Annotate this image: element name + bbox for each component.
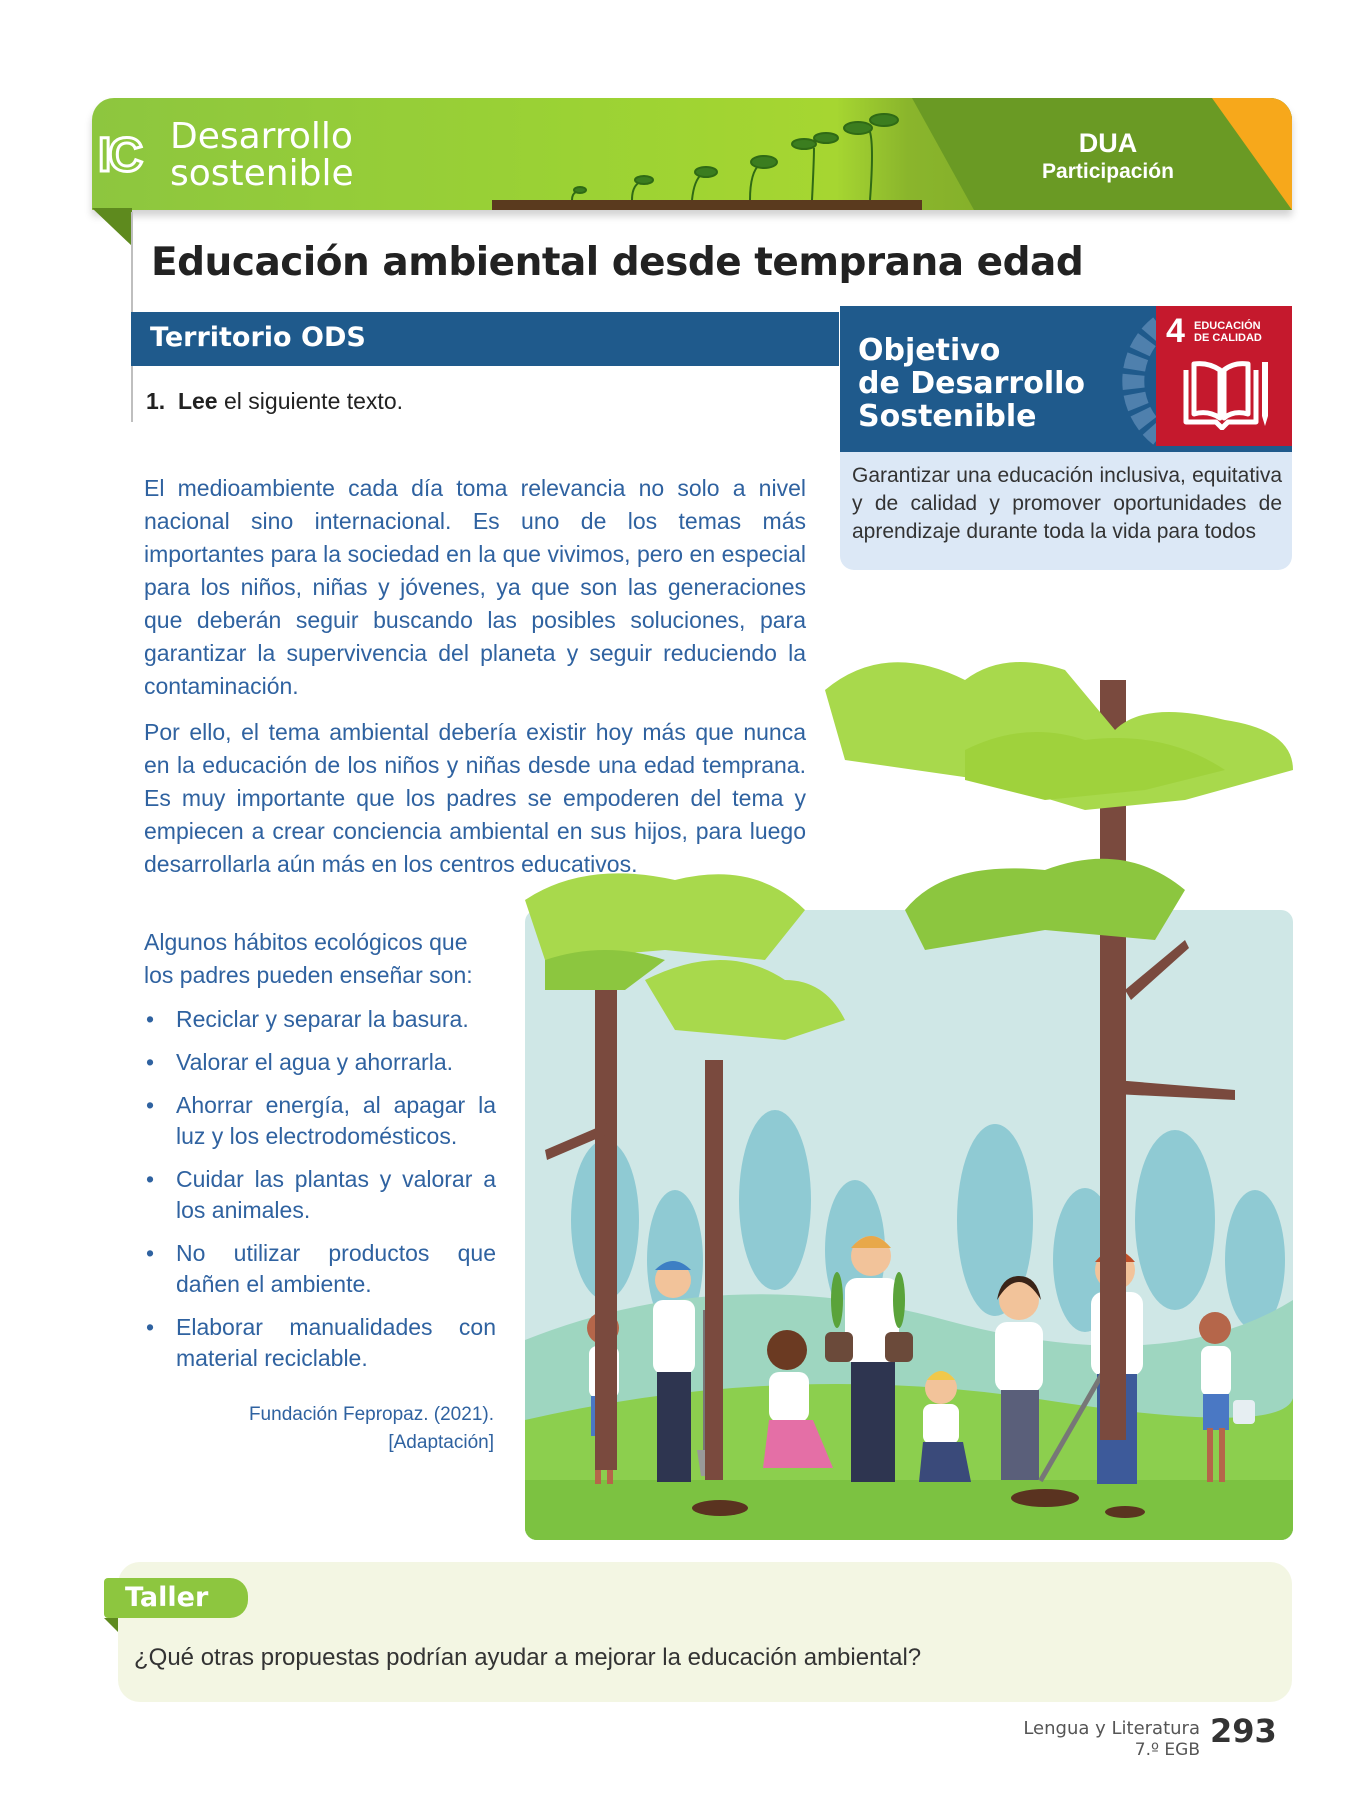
- page-number: 293: [1210, 1712, 1277, 1750]
- banner-title-line2: sostenible: [170, 153, 354, 194]
- paragraph-1: El medioambiente cada día toma relevancia no solo a nivel nacional sino internacional. Es uno de los temas más importantes para la sociedad en la que vivimos, pero en especial para los niños, niñas y jóvenes, ya que son las generaciones que deberán seguir buscando las posibles soluciones, para garantizar la supervivencia del planeta y seguir reduciendo la contaminación.: [144, 475, 806, 699]
- ods-heading-line2: de Desarrollo: [858, 366, 1085, 401]
- seedlings-icon: [492, 108, 922, 210]
- book-pencil-icon: [1180, 356, 1272, 430]
- instruction-rest: el siguiente texto.: [217, 388, 404, 414]
- sdg-badge-text-line1: EDUCACIÓN: [1194, 320, 1261, 332]
- habits-list: [144, 1004, 496, 1386]
- footer-subject: Lengua y Literatura: [1023, 1718, 1200, 1739]
- people-planting-trees-illustration: [525, 660, 1293, 1540]
- sdg-badge-text: [1194, 320, 1262, 344]
- list-item: • Reciclar y separar la basura.: [144, 1004, 496, 1035]
- ods-heading-line3: Sostenible: [858, 399, 1037, 434]
- source-citation: Fundación Fepropaz. (2021).: [248, 1404, 494, 1425]
- taller-label: Taller: [125, 1582, 209, 1613]
- dua-title: DUA: [1078, 128, 1138, 158]
- page-title: Educación ambiental desde temprana edad: [151, 240, 1084, 285]
- list-item: • No utilizar productos que dañen el ambiente.: [144, 1238, 496, 1300]
- sdg-badge-number: 4: [1166, 312, 1185, 350]
- banner-fold: [92, 208, 132, 246]
- paragraph-3: Algunos hábitos ecológicos que los padres pueden enseñar son:: [144, 929, 473, 988]
- ods-description: Garantizar una educación inclusiva, equitativa y de calidad y promover oportunidades de aprendizaje durante toda la vida para todos: [852, 464, 1282, 543]
- taller-question: ¿Qué otras propuestas podrían ayudar a mejorar la educación ambiental?: [134, 1644, 922, 1671]
- list-item: • Ahorrar energía, al apagar la luz y los electrodomésticos.: [144, 1090, 496, 1152]
- footer-grade: 7.º EGB: [1134, 1740, 1200, 1760]
- ods-heading: [858, 334, 1098, 433]
- ods-heading-line1: Objetivo: [858, 333, 1001, 368]
- banner-title: [170, 118, 354, 192]
- taller-box: [118, 1562, 1292, 1702]
- list-item: • Cuidar las plantas y valorar a los animales.: [144, 1164, 496, 1226]
- instruction: [146, 388, 403, 415]
- instruction-verb: Lee: [177, 388, 218, 414]
- section-bar-label: Territorio ODS: [150, 322, 366, 353]
- taller-tab-fold: [104, 1618, 118, 1632]
- sdg-badge-text-line2: DE CALIDAD: [1194, 332, 1262, 344]
- list-item: • Elaborar manualidades con material reciclable.: [144, 1312, 496, 1374]
- list-item: • Valorar el agua y ahorrarla.: [144, 1047, 496, 1078]
- dua-subtitle: Participación: [1042, 160, 1174, 183]
- banner-title-line1: Desarrollo: [170, 116, 353, 157]
- source-adaptation: [Adaptación]: [388, 1432, 494, 1453]
- ic-logo: IC: [98, 129, 140, 182]
- instruction-number: 1.: [146, 388, 166, 414]
- paragraph-2: Por ello, el tema ambiental debería existir hoy más que nunca en la educación de los niños y niñas desde una edad temprana. Es muy importante que los padres se empoderen del tema y empiecen a crear conciencia ambiental en sus hijos, para luego desarrollarla aún más en los centros educativos.: [144, 719, 806, 877]
